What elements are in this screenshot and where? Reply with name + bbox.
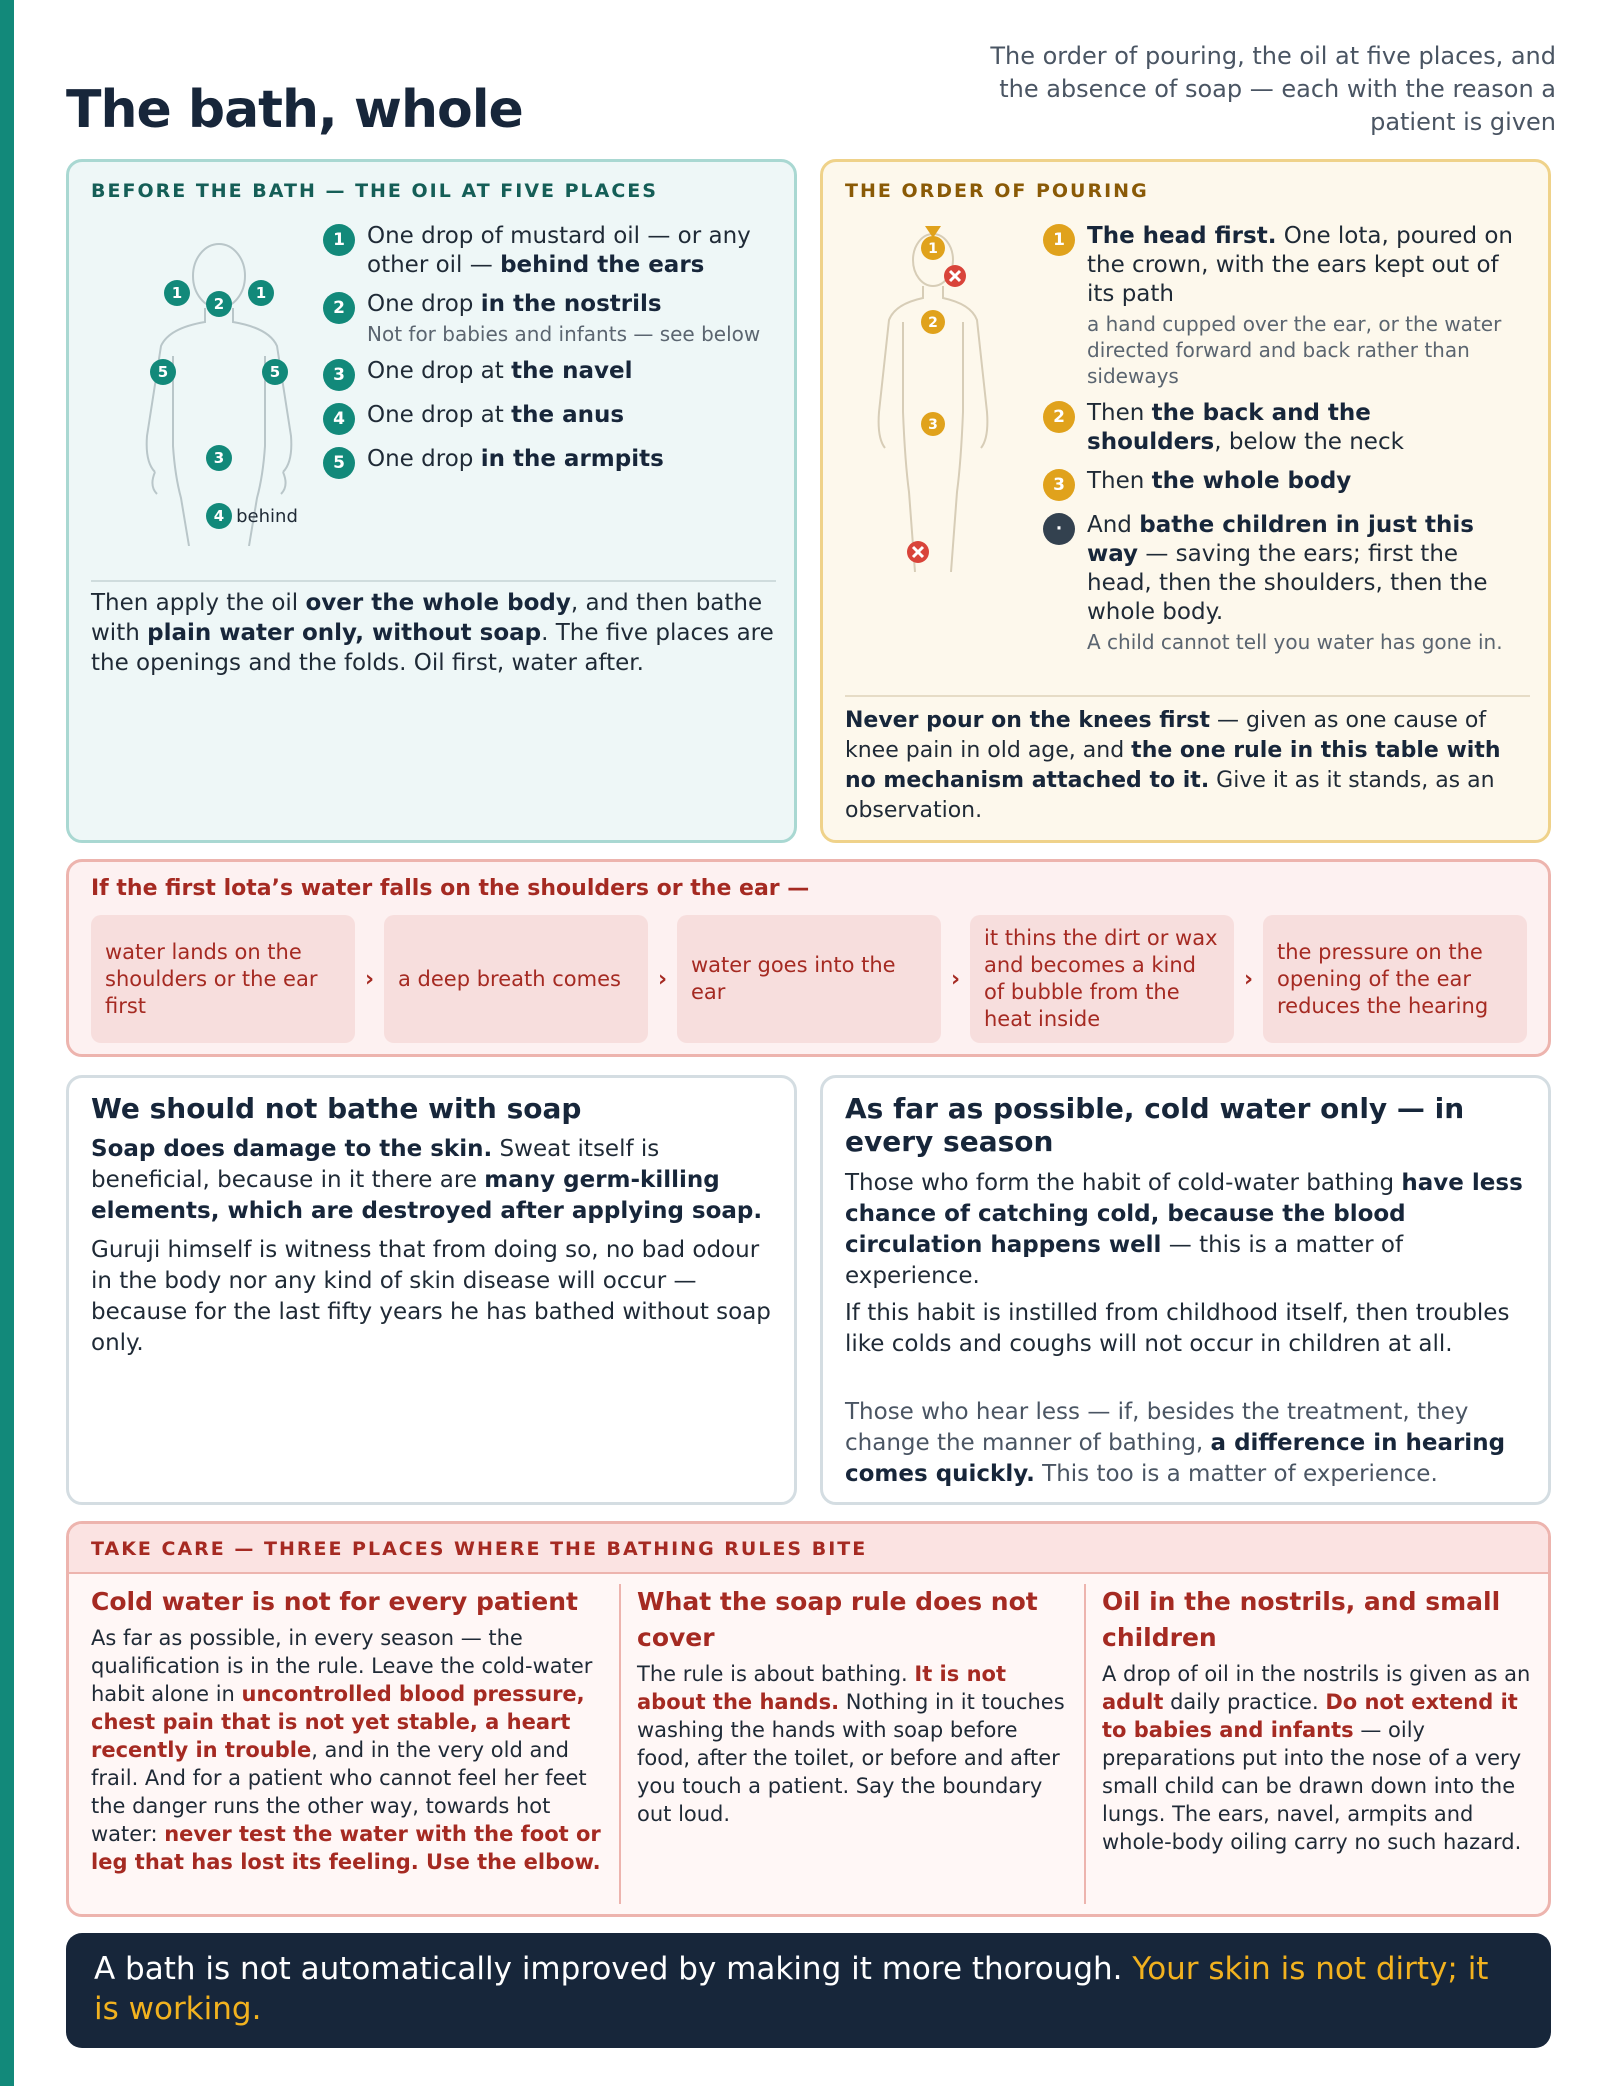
no-ear-icon <box>944 265 966 287</box>
footer-main-text: A bath is not automatically improved by making it more thorough. <box>94 1951 1133 1987</box>
marker-5-right-label: 5 <box>269 363 281 381</box>
chain-steps <box>91 915 1531 1043</box>
list-item <box>323 401 773 435</box>
care-column-text: As far as possible, in every season — the qualification is in the rule. Leave the cold-water habit alone in uncontrolled blood pressure, chest pain that is not yet stable, a heart recently in trouble, and in the very old and frail. And for a patient who cannot feel her feet the danger runs the other way, towards hot water: never test the water with the foot or leg that has lost its feeling. Use the elbow. <box>91 1626 601 1874</box>
step-number: 1 <box>1043 224 1075 256</box>
care-column-cold-water <box>75 1584 625 1904</box>
marker-1-right-label: 1 <box>255 284 267 302</box>
no-knee-icon <box>907 541 929 563</box>
list-item-text: Then the whole body <box>1087 468 1352 494</box>
pouring-body-figure <box>833 212 1003 572</box>
marker-5-left-label: 5 <box>157 363 169 381</box>
take-care-title: TAKE CARE — THREE PLACES WHERE THE BATHING RULES BITE <box>91 1538 868 1560</box>
footer-accent-text: Your skin is not dirty; it is working. <box>94 1951 1489 2027</box>
pour-marker-2-label: 2 <box>928 315 938 331</box>
list-item <box>1043 399 1513 457</box>
step-number: 5 <box>323 447 355 479</box>
closing-message-banner <box>66 1933 1551 2048</box>
oil-summary-text: Then apply the oil over the whole body, and then bathe with plain water only, without soap. The five places are the openings and the folds. Oil first, water after. <box>91 590 774 676</box>
chevron-right-icon: › <box>950 966 961 992</box>
list-item-text: Then the back and the shoulders, below the neck <box>1087 400 1404 455</box>
pour-marker-1-label: 1 <box>928 241 938 257</box>
list-item <box>1043 511 1513 655</box>
list-item <box>1043 222 1513 389</box>
soap-card-paragraph: Soap does damage to the skin. Sweat itself is beneficial, because in it there are many germ-killing elements, which are destroyed after applying soap. <box>91 1136 763 1224</box>
pour-marker-3-label: 3 <box>928 417 938 433</box>
chain-step: a deep breath comes <box>384 915 648 1043</box>
page-header <box>66 40 1556 148</box>
list-item <box>323 222 773 280</box>
care-column-soap <box>619 1584 1085 1904</box>
body-outline-icon <box>879 234 988 572</box>
divider <box>845 695 1530 697</box>
chevron-right-icon: › <box>364 966 375 992</box>
body-outline-figure <box>109 236 329 546</box>
chevron-right-icon: › <box>1243 966 1254 992</box>
list-item-note: Not for babies and infants — see below <box>367 322 761 346</box>
chain-heading: If the first lota’s water falls on the shoulders or the ear — <box>91 876 810 901</box>
take-care-card <box>66 1521 1551 1917</box>
list-item-text: One drop at the anus <box>367 402 625 428</box>
care-column-nostrils <box>1084 1584 1548 1904</box>
cold-card-heading: As far as possible, cold water only — in every season <box>845 1092 1465 1158</box>
step-number: 1 <box>323 224 355 256</box>
divider <box>91 580 776 582</box>
step-number: 3 <box>1043 469 1075 501</box>
care-column-heading: What the soap rule does not cover <box>637 1587 1038 1652</box>
chain-step: water goes into the ear <box>677 915 941 1043</box>
list-item <box>1043 467 1513 501</box>
behind-label: behind <box>236 506 298 527</box>
pouring-order-list <box>1043 222 1513 665</box>
care-column-text: The rule is about bathing. It is not about the hands. Nothing in it touches washing the hands with soap before food, after the toilet, or before and after you touch a patient. Say the boundary out loud. <box>637 1662 1065 1826</box>
care-column-heading: Oil in the nostrils, and small children <box>1102 1587 1501 1652</box>
list-item-text: One drop of mustard oil — or any other oil — behind the ears <box>367 223 751 278</box>
no-soap-card <box>66 1075 797 1505</box>
list-item <box>323 445 773 479</box>
chain-step: it thins the dirt or wax and becomes a kind of bubble from the heat inside <box>970 915 1234 1043</box>
pour-card-title: THE ORDER OF POURING <box>845 180 1149 202</box>
side-accent-bar <box>0 0 14 2086</box>
cold-card-paragraph: Those who hear less — if, besides the treatment, they change the manner of bathing, a difference in hearing comes quickly. This too is a matter of experience. <box>845 1399 1506 1487</box>
list-item-text: One drop in the nostrils Not for babies and infants — see below <box>367 291 761 346</box>
step-number: 2 <box>323 292 355 324</box>
care-column-text: A drop of oil in the nostrils is given as an adult daily practice. Do not extend it to babies and infants — oily preparations put into the nose of a very small child can be drawn down into the lungs. The ears, navel, armpits and whole-body oiling carry no such hazard. <box>1102 1662 1531 1854</box>
knees-warning-text: Never pour on the knees first — given as one cause of knee pain in old age, and the one rule in this table with no mechanism attached to it. Give it as it stands, as an observation. <box>845 708 1501 823</box>
page-title: The bath, whole <box>66 80 523 140</box>
chain-step: water lands on the shoulders or the ear first <box>91 915 355 1043</box>
oil-places-list <box>323 222 773 489</box>
list-item-text: And bathe children in just this way — saving the ears; first the head, then the shoulders, then the whole body. A child cannot tell you water has gone in. <box>1087 511 1513 655</box>
oil-five-places-card <box>66 159 797 843</box>
step-number: 2 <box>1043 401 1075 433</box>
soap-card-paragraph: Guruji himself is witness that from doing so, no bad odour in the body nor any kind of skin disease will occur — because for the last fifty years he has bathed without soap only. <box>91 1237 771 1356</box>
order-of-pouring-card <box>820 159 1551 843</box>
list-item-note: A child cannot tell you water has gone in. <box>1087 630 1503 654</box>
list-item <box>323 290 773 347</box>
page-subtitle: The order of pouring, the oil at five places, and the absence of soap — each with the reason a patient is given <box>990 42 1556 136</box>
list-item-note: a hand cupped over the ear, or the water directed forward and back rather than sideways <box>1087 312 1502 388</box>
ear-water-chain-card <box>66 859 1551 1057</box>
cold-card-paragraph: Those who form the habit of cold-water bathing have less chance of catching cold, because the blood circulation happens well — this is a matter of experience. <box>845 1170 1523 1289</box>
care-column-heading: Cold water is not for every patient <box>91 1587 578 1616</box>
chain-step: the pressure on the opening of the ear reduces the hearing <box>1263 915 1527 1043</box>
list-item-text: One drop in the armpits <box>367 446 664 472</box>
bullet-icon: · <box>1043 513 1075 545</box>
step-number: 4 <box>323 403 355 435</box>
marker-3-label: 3 <box>213 449 225 467</box>
step-number: 3 <box>323 359 355 391</box>
list-item <box>323 357 773 391</box>
cold-card-paragraph: If this habit is instilled from childhood itself, then troubles like colds and coughs will not occur in children at all. <box>845 1300 1510 1357</box>
chevron-right-icon: › <box>657 966 668 992</box>
list-item-text: The head first. One lota, poured on the crown, with the ears kept out of its path a hand cupped over the ear, or the water directed forward and back rather than sideways <box>1087 223 1514 388</box>
marker-2-label: 2 <box>213 295 225 313</box>
marker-4-label: 4 <box>213 507 225 525</box>
list-item-text: One drop at the navel <box>367 358 633 384</box>
cold-water-card <box>820 1075 1551 1505</box>
marker-1-left-label: 1 <box>171 284 183 302</box>
oil-card-title: BEFORE THE BATH — THE OIL AT FIVE PLACES <box>91 180 658 202</box>
soap-card-heading: We should not bathe with soap <box>91 1092 582 1125</box>
